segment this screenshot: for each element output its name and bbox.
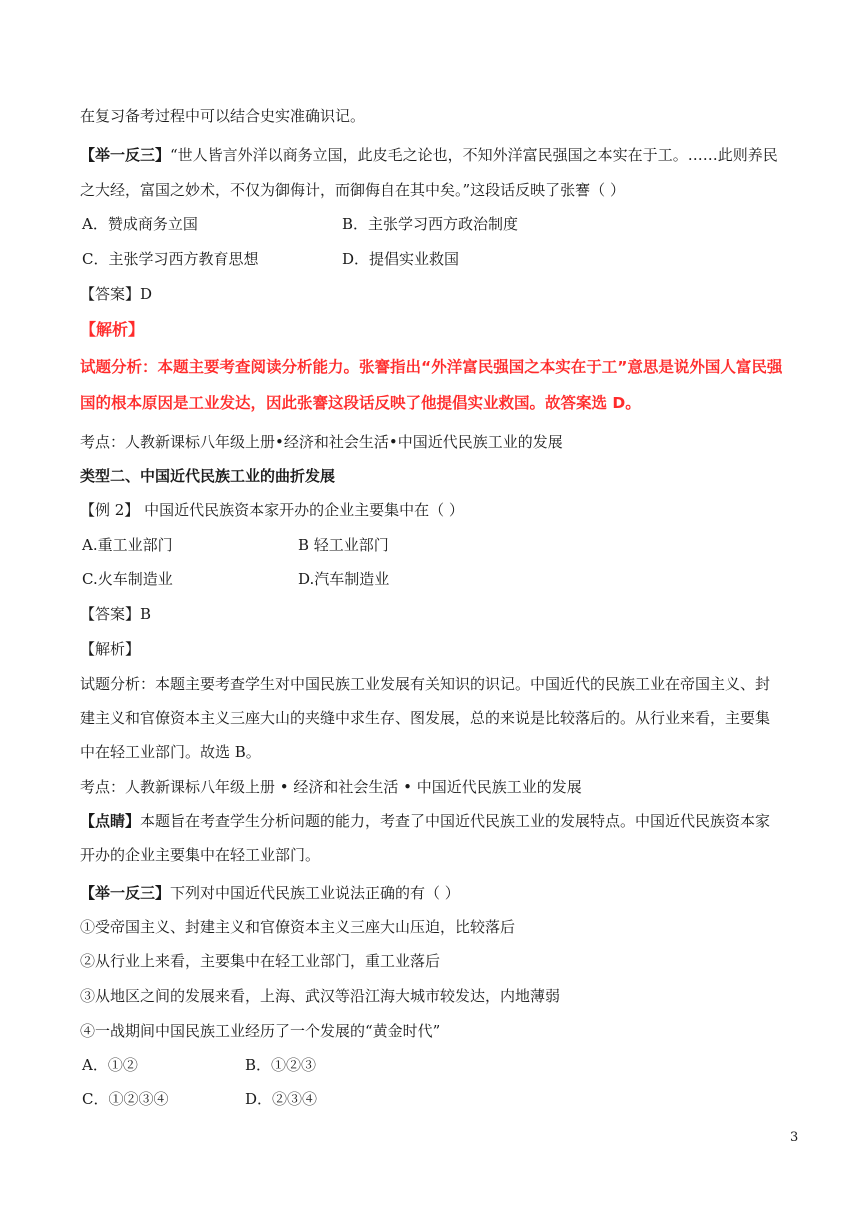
q1-stem-line1 xyxy=(80,145,778,165)
q2-stem: 【例 2】 中国近代民族资本家开办的企业主要集中在（ ） xyxy=(80,501,464,519)
q3-stem-text: 下列对中国近代民族工业说法正确的有（ ） xyxy=(170,884,460,902)
q3-stem xyxy=(80,883,460,903)
q2-point: 考点：人教新课标八年级上册 • 经济和社会生活 • 中国近代民族工业的发展 xyxy=(80,778,582,796)
q3-item-1: ①受帝国主义、封建主义和官僚资本主义三座大山压迫，比较落后 xyxy=(80,918,516,936)
q2-analysis-line3: 中在轻工业部门。故选 B。 xyxy=(80,743,261,761)
q2-tip-line1 xyxy=(80,811,770,831)
intro-text: 在复习备考过程中可以结合史实准确识记。 xyxy=(80,107,366,125)
q1-option-b: B．主张学习西方政治制度 xyxy=(342,215,519,233)
q2-analysis-line2: 建主义和官僚资本主义三座大山的夹缝中求生存、图发展，总的来说是比较落后的。从行业来看，主要集 xyxy=(80,709,771,727)
q1-analysis-line2: 国的根本原因是工业发达，因此张謇这段话反映了他提倡实业救国。故答案选 D。 xyxy=(80,394,641,412)
q3-option-c: C．①②③④ xyxy=(82,1090,169,1108)
q2-analysis-title: 【解析】 xyxy=(80,640,141,658)
q3-item-4: ④一战期间中国民族工业经历了一个发展的“黄金时代” xyxy=(80,1022,441,1040)
q3-option-a: A．①② xyxy=(82,1056,138,1074)
q1-option-c: C．主张学习西方教育思想 xyxy=(82,250,259,268)
q1-option-d: D．提倡实业救国 xyxy=(342,250,460,268)
q1-option-a: A．赞成商务立国 xyxy=(82,215,198,233)
page-number: 3 xyxy=(790,1130,799,1145)
q3-item-2: ②从行业上来看，主要集中在轻工业部门，重工业落后 xyxy=(80,952,441,970)
q2-tip-text: 本题旨在考查学生分析问题的能力，考查了中国近代民族工业的发展特点。中国近代民族资本家 xyxy=(140,812,771,830)
q1-analysis-line1: 试题分析：本题主要考查阅读分析能力。张謇指出“外洋富民强国之本实在于工”意思是说外国人富民强 xyxy=(80,358,783,376)
q1-analysis-title: 【解析】 xyxy=(80,320,145,339)
q3-option-d: D．②③④ xyxy=(245,1090,318,1108)
q2-option-d: D.汽车制造业 xyxy=(298,570,390,588)
q2-option-b: B 轻工业部门 xyxy=(298,536,389,554)
q3-tag: 【举一反三】 xyxy=(80,884,171,902)
q3-option-b: B．①②③ xyxy=(245,1056,317,1074)
q2-analysis-line1: 试题分析：本题主要考查学生对中国民族工业发展有关知识的识记。中国近代的民族工业在帝国主义、封 xyxy=(80,675,771,693)
q1-stem-text: “世人皆言外洋以商务立国，此皮毛之论也，不知外洋富民强国之本实在于工。……此则养民 xyxy=(170,146,778,164)
q1-point: 考点：人教新课标八年级上册•经济和社会生活•中国近代民族工业的发展 xyxy=(80,433,563,451)
q2-answer: 【答案】B xyxy=(80,605,152,623)
q2-tip-line2: 开办的企业主要集中在轻工业部门。 xyxy=(80,846,321,864)
q3-item-3: ③从地区之间的发展来看，上海、武汉等沿江海大城市较发达，内地薄弱 xyxy=(80,987,561,1005)
q2-option-a: A.重工业部门 xyxy=(82,536,173,554)
q2-tip-tag: 【点睛】 xyxy=(80,812,141,830)
section2-title: 类型二、中国近代民族工业的曲折发展 xyxy=(80,467,336,485)
q1-tag: 【举一反三】 xyxy=(80,146,171,164)
q1-answer: 【答案】D xyxy=(80,285,153,303)
q2-option-c: C.火车制造业 xyxy=(82,570,173,588)
q1-stem-line2: 之大经，富国之妙术，不仅为御侮计，而御侮自在其中矣。”这段话反映了张謇（ ） xyxy=(80,181,625,199)
